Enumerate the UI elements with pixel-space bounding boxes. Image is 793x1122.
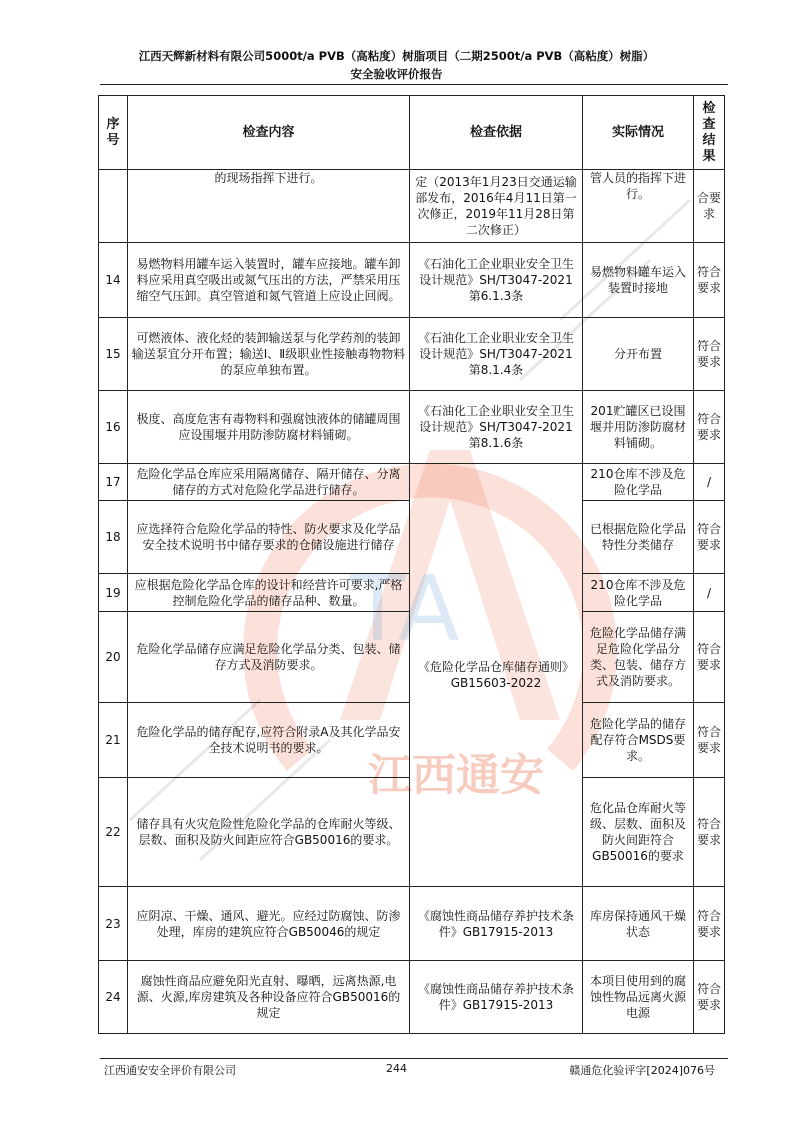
report-title-line2: 安全验收评价报告 [350, 67, 443, 81]
row-no: 16 [99, 391, 128, 464]
row-actual: 210仓库不涉及危险化学品 [583, 574, 694, 612]
table-row [99, 391, 725, 464]
table-row [99, 318, 725, 391]
row-result: 符合要求 [694, 778, 725, 887]
row-content: 易燃物料用罐车运入装置时，罐车应接地。罐车卸料应采用真空吸出或氮气压出的方法，严禁采用压缩空气压卸。真空管道和氮气管道上应设止回阀。 [128, 243, 410, 318]
row-result: / [694, 574, 725, 612]
table-row [99, 887, 725, 961]
row-no: 20 [99, 612, 128, 703]
header-divider [100, 84, 728, 85]
table-row [99, 961, 725, 1034]
row-no: 22 [99, 778, 128, 887]
row-content: 危险化学品仓库应采用隔离储存、隔开储存、分离储存的方式对危险化学品进行储存。 [128, 464, 410, 501]
row-result: 符合要求 [694, 318, 725, 391]
row-actual: 危险化学品储存满足危险化学品分类、包装、储存方式及消防要求。 [583, 612, 694, 703]
watermark-letters: TA [350, 557, 460, 662]
row-result: / [694, 464, 725, 501]
header-no: 序号 [99, 96, 128, 170]
header-basis: 检查依据 [410, 96, 583, 170]
row-content: 腐蚀性商品应避免阳光直射、曝晒，远离热源,电源、火源,库房建筑及各种设备应符合GB50016的规定 [128, 961, 410, 1034]
inspection-table [98, 95, 725, 1034]
row-basis: 《石油化工企业职业安全卫生设计规范》SH/T3047-2021 第6.1.3条 [410, 243, 583, 318]
table-header-row [99, 96, 725, 170]
row-content: 应阴凉、干燥、通风、避光。应经过防腐蚀、防渗处理，库房的建筑应符合GB50046的规定 [128, 887, 410, 961]
row-actual: 210仓库不涉及危险化学品 [583, 464, 694, 501]
row-content: 危险化学品储存应满足危险化学品分类、包装、储存方式及消防要求。 [128, 612, 410, 703]
table-row [99, 170, 725, 243]
row-result: 合要求 [694, 170, 725, 243]
row-basis: 《石油化工企业职业安全卫生设计规范》SH/T3047-2021 第8.1.6条 [410, 391, 583, 464]
row-basis: 《腐蚀性商品储存养护技术条件》GB17915-2013 [410, 961, 583, 1034]
row-result: 符合要求 [694, 612, 725, 703]
row-basis: 定（2013年1月23日交通运输部发布，2016年4月11日第一次修正，2019年11月28日第二次修正） [410, 170, 583, 243]
row-actual: 已根据危险化学品特性分类储存 [583, 501, 694, 574]
row-content: 危险化学品的储存配存,应符合附录A及其化学品安全技术说明书的要求。 [128, 703, 410, 778]
table-row [99, 464, 725, 501]
report-title-line1: 江西天辉新材料有限公司5000t/a PVB（高粘度）树脂项目（二期2500t/a PVB（高粘度）树脂） [138, 49, 655, 63]
row-no: 14 [99, 243, 128, 318]
header-result: 检查结果 [694, 96, 725, 170]
row-result: 符合要求 [694, 391, 725, 464]
row-actual: 危险化学品的储存配存符合MSDS要求。 [583, 703, 694, 778]
footer-company: 江西通安安全评价有限公司 [104, 1064, 236, 1077]
row-result: 符合要求 [694, 961, 725, 1034]
row-no: 21 [99, 703, 128, 778]
row-content: 的现场指挥下进行。 [128, 170, 410, 243]
row-basis: 《危险化学品仓库储存通则》GB15603-2022 [410, 464, 583, 887]
row-content: 储存具有火灾危险性危险化学品的仓库耐火等级、层数、面积及防火间距应符合GB50016的要求。 [128, 778, 410, 887]
footer-doc-number: 赣通危化验评字[2024]076号 [569, 1064, 715, 1077]
row-content: 可燃液体、液化烃的装卸输送泵与化学药剂的装卸输送泵宜分开布置；输送Ⅰ、Ⅱ级职业性接触毒物物料的泵应单独布置。 [128, 318, 410, 391]
row-content: 应根据危险化学品仓库的设计和经营许可要求,严格控制危险化学品的储存品种、数量。 [128, 574, 410, 612]
row-actual: 危化品仓库耐火等级、层数、面积及防火间距符合GB50016的要求 [583, 778, 694, 887]
row-no: 24 [99, 961, 128, 1034]
row-basis: 《腐蚀性商品储存养护技术条件》GB17915-2013 [410, 887, 583, 961]
row-result: 符合要求 [694, 501, 725, 574]
row-no: 17 [99, 464, 128, 501]
row-no: 19 [99, 574, 128, 612]
row-basis: 《石油化工企业职业安全卫生设计规范》SH/T3047-2021 第8.1.4条 [410, 318, 583, 391]
row-content: 极度、高度危害有毒物料和强腐蚀液体的储罐周围应设围堰并用防渗防腐材料铺砌。 [128, 391, 410, 464]
row-actual: 库房保持通风干燥状态 [583, 887, 694, 961]
watermark-text: 江西通安 [368, 750, 544, 801]
row-actual: 201贮罐区已设围堰并用防渗防腐材料铺砌。 [583, 391, 694, 464]
footer-divider [100, 1058, 728, 1059]
row-no: 18 [99, 501, 128, 574]
row-result: 符合要求 [694, 243, 725, 318]
header-actual: 实际情况 [583, 96, 694, 170]
row-actual: 易燃物料罐车运入装置时接地 [583, 243, 694, 318]
row-result: 符合要求 [694, 703, 725, 778]
row-no [99, 170, 128, 243]
row-content: 应选择符合危险化学品的特性、防火要求及化学品安全技术说明书中储存要求的仓储设施进行储存 [128, 501, 410, 574]
row-no: 23 [99, 887, 128, 961]
table-row [99, 243, 725, 318]
row-actual: 分开布置 [583, 318, 694, 391]
header-content: 检查内容 [128, 96, 410, 170]
row-result: 符合要求 [694, 887, 725, 961]
footer-page-number: 244 [386, 1062, 407, 1075]
row-actual: 管人员的指挥下进行。 [583, 170, 694, 243]
row-no: 15 [99, 318, 128, 391]
row-actual: 本项目使用到的腐蚀性物品远离火源电源 [583, 961, 694, 1034]
